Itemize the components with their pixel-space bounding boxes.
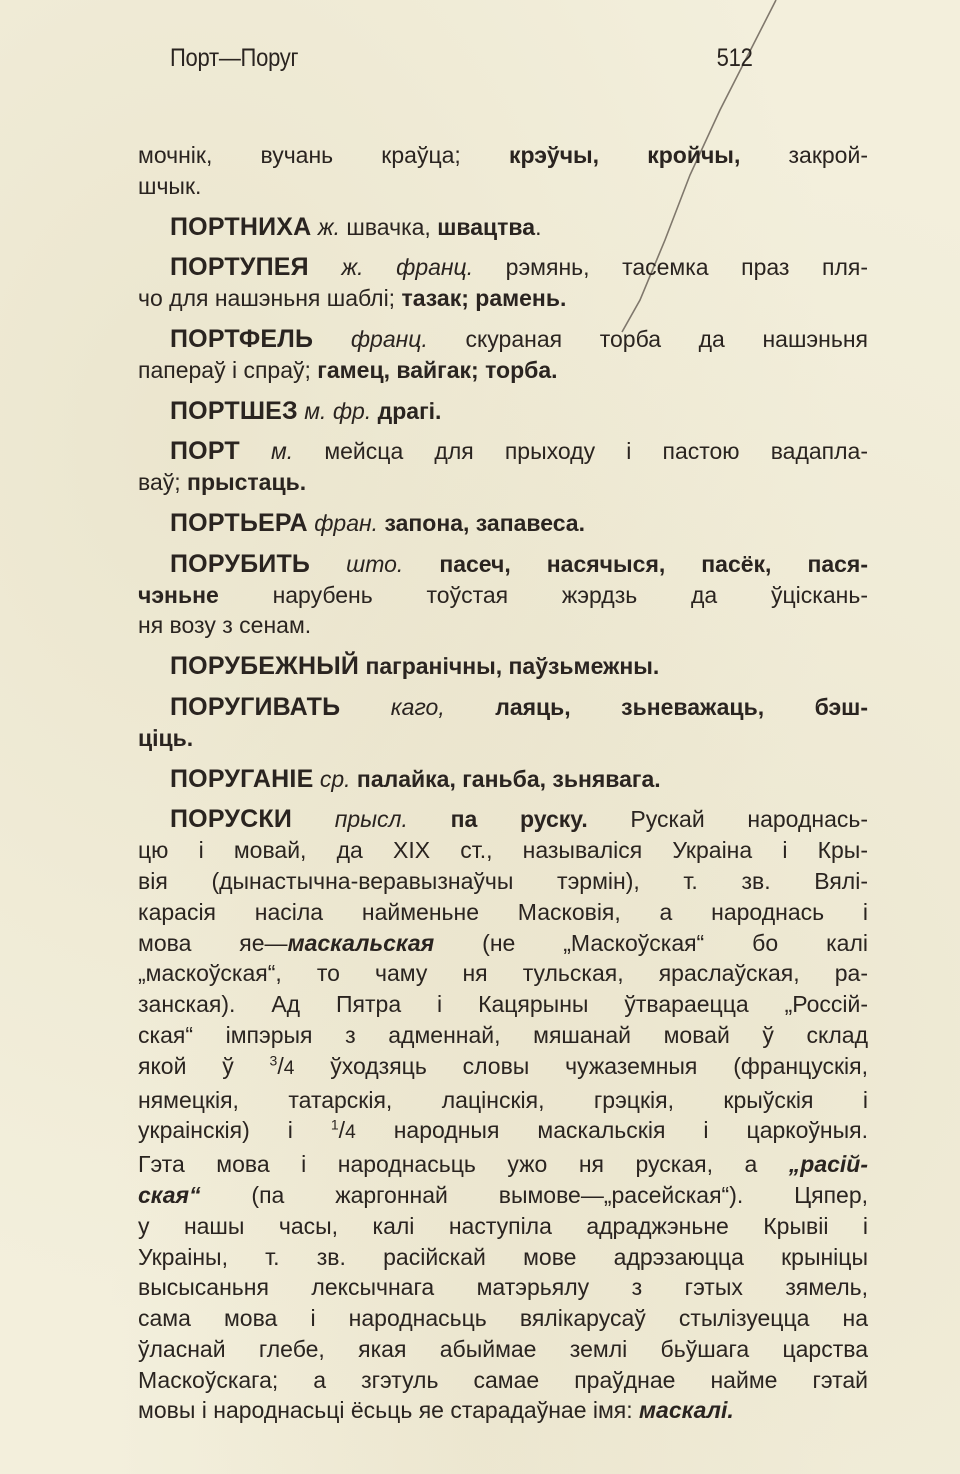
entry-line: у нашы часы, калі наступіла адраджэньне Крывіі і: [138, 1212, 868, 1239]
dictionary-entry-portera: [138, 508, 868, 539]
entry-line: карасія насіла найменьне Масковія, а народнась і: [138, 898, 868, 925]
entry-line: сама мова і народнасьць вялікарусаў стылізуецца на: [138, 1305, 868, 1332]
entry-line: занская). Ад Пятра і Кацярыны ўтвараецца „Россій-: [138, 991, 868, 1018]
entry-line: ская“ (па жаргоннай вымове—„расейская“). Цяпер,: [138, 1181, 868, 1208]
entry-line: Украіны, т. зв. расійскай мове адрэзаюцца крыніцы: [138, 1243, 868, 1270]
entry-line: ўласнай глебе, якая абыймае землі бьўшага царства: [138, 1335, 868, 1362]
entry-line: ПОРТШЕЗ м. фр. драгі.: [170, 396, 442, 425]
dictionary-entry-porubezhny: [138, 651, 868, 682]
page-number: 512: [716, 44, 753, 72]
entry-line: высысаньня лексычнага матэрьялу з гэтых зямель,: [138, 1274, 868, 1301]
entry-line: ПОРТНИХА ж. швачка, швацтва.: [170, 212, 542, 241]
dictionary-entry-portshez: [138, 396, 868, 427]
dictionary-body: [138, 140, 868, 1426]
dictionary-entry-portupeya: [138, 252, 868, 314]
dictionary-entry-porubit: [138, 549, 868, 641]
entry-line: ПОРУСКИ прысл. па рускy. Рускай народнась-: [170, 805, 868, 834]
entry-line: мочнік, вучань краўца; крэўчы, кройчы, закрой-: [138, 142, 868, 168]
entry-line: ціць.: [138, 724, 194, 751]
dictionary-entry-continuation: [138, 140, 868, 202]
dictionary-entry-porugivat: [138, 692, 868, 754]
entry-line: мовы і народнасьці ёсьць яе старадаўнае імя: маскалі.: [138, 1397, 734, 1424]
entry-line: ПОРТУПЕЯ ж. франц. рэмянь, тасемка праз пля-: [170, 253, 868, 282]
entry-line: Маскоўскага; а згэтуль самае праўднае найме гэтай: [138, 1366, 868, 1393]
entry-line: украінскія) і $^1$/4 народныя маскальскія і царкоўныя.: [138, 1116, 868, 1144]
entry-line: вія (дынастычна-веравызнаўчы тэрмін), т. зв. Вялі-: [138, 867, 868, 894]
entry-line: ПОРТЬЕРА фран. запона, запавеса.: [170, 508, 585, 537]
entry-line: мова яе—маскальская (не „Маскоўская“ бо калі: [138, 929, 868, 956]
dictionary-entry-poruganie: [138, 764, 868, 795]
entry-line: ня возу з сенам.: [138, 612, 312, 639]
entry-line: чо для нашэньня шаблі; тазак; рамень.: [138, 285, 567, 312]
entry-line: папераў і спраў; гамец, вайгак; торба.: [138, 356, 558, 383]
entry-line: нямецкія, татарскія, лацінскія, грэцкія, крыўскія і: [138, 1086, 868, 1113]
dictionary-entry-portnikha: [138, 212, 868, 243]
running-head: [170, 44, 753, 73]
entry-line: якой ў $^3$/4 ўходзяць словы чужаземныя (францускія,: [138, 1052, 868, 1079]
entry-line: ПОРУБЕЖНЫЙ пагранічны, паўзьмежны.: [170, 652, 660, 681]
entry-line: цю і мовай, да XIX ст., называліся Украіна і Кры-: [138, 837, 868, 864]
entry-line: ПОРТФЕЛЬ франц. скураная торба да нашэньня: [170, 324, 869, 353]
entry-line: ваў; прыстаць.: [138, 469, 307, 496]
entry-line: Гэта мова і народнасьць ужо ня руская, а „расій-: [138, 1151, 868, 1178]
dictionary-entry-port: [138, 436, 868, 498]
entry-line: ская“ імпэрыя з адменнай, мяшанай мовай ў склад: [138, 1021, 868, 1048]
running-head-title: Порт—Поруг: [170, 44, 299, 72]
entry-line: ПОРТ м. мейсца для прыходу і пастою вадапла-: [170, 437, 868, 466]
entry-line: ПОРУГАНІЕ ср. палайка, ганьба, зьнявага.: [170, 764, 661, 793]
dictionary-entry-poruski: [138, 804, 868, 1426]
entry-line: чэньне нарубень тоўстая жэрдзь да ўціскань-: [138, 581, 868, 608]
entry-line: шчык.: [138, 172, 202, 199]
entry-line: „маскоўская“, то чаму ня тульская, яраслаўская, ра-: [138, 960, 868, 987]
entry-line: ПОРУБИТЬ што. пасеч, насячыся, пасёк, пася-: [170, 549, 869, 578]
dictionary-entry-portfel: [138, 324, 868, 386]
entry-line: ПОРУГИВАТЬ каго, лаяць, зьневажаць, бэш-: [170, 692, 869, 721]
